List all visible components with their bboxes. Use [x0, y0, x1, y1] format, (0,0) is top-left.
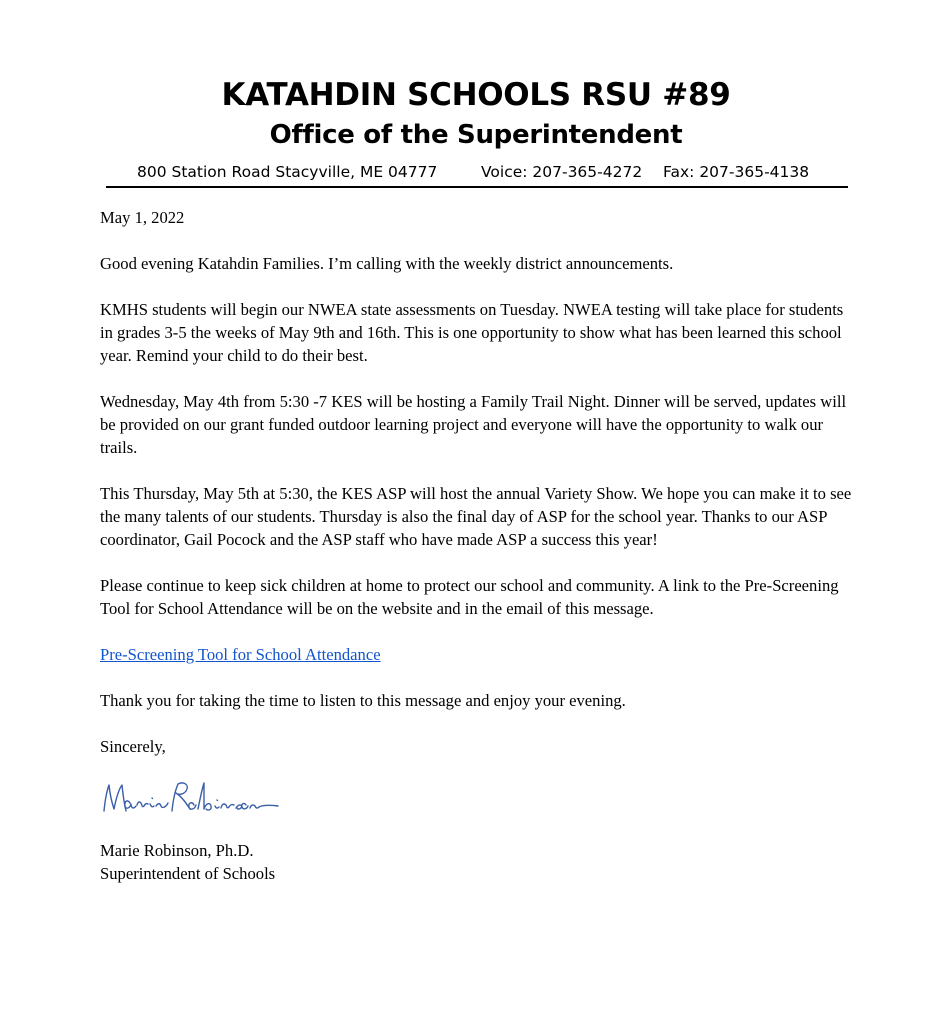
signer-block: [100, 839, 860, 885]
link-paragraph: [100, 643, 860, 666]
contact-line: [106, 162, 848, 188]
pre-screening-tool-link[interactable]: Pre-Screening Tool for School Attendance: [100, 645, 381, 664]
greeting: Good evening Katahdin Families. I’m calling with the weekly district announcements.: [100, 254, 674, 273]
voice-phone: Voice: 207-365-4272: [481, 163, 643, 181]
letterhead: [0, 76, 952, 152]
paragraph-sick-children: Please continue to keep sick children at home to protect our school and community. A link to the Pre-Screening Tool for School Attendance will be on the website and in the email of this message.: [100, 576, 839, 618]
closing-message: Thank you for taking the time to listen to this message and enjoy your evening.: [100, 691, 626, 710]
paragraph-variety-show: This Thursday, May 5th at 5:30, the KES ASP will host the annual Variety Show. We hope you can make it to see the many talents of our students. Thursday is also the final day of ASP for the school year. Thanks to our ASP coordinator, Gail Pocock and the ASP staff who have made ASP a success this year!: [100, 484, 852, 549]
office-title: Office of the Superintendent: [269, 120, 683, 150]
handwritten-signature: [100, 775, 860, 823]
signature-image: [100, 775, 290, 823]
letter-body: [100, 206, 860, 885]
signer-name: Marie Robinson, Ph.D.: [100, 841, 254, 860]
letter-date: May 1, 2022: [100, 208, 185, 227]
organization-name: KATAHDIN SCHOOLS RSU #89: [221, 77, 731, 113]
address: 800 Station Road Stacyville, ME 04777: [137, 163, 438, 181]
paragraph-assessments: KMHS students will begin our NWEA state assessments on Tuesday. NWEA testing will take place for students in grades 3-5 the weeks of May 9th and 16th. This is one opportunity to show what has been learned this school year. Remind your child to do their best.: [100, 300, 844, 365]
paragraph-trail-night: Wednesday, May 4th from 5:30 -7 KES will be hosting a Family Trail Night. Dinner will be served, updates will be provided on our grant funded outdoor learning project and everyone will have the opportunity to walk our trails.: [100, 392, 847, 457]
fax-number: Fax: 207-365-4138: [663, 163, 810, 181]
sign-off: Sincerely,: [100, 737, 166, 756]
signer-title: Superintendent of Schools: [100, 864, 276, 883]
